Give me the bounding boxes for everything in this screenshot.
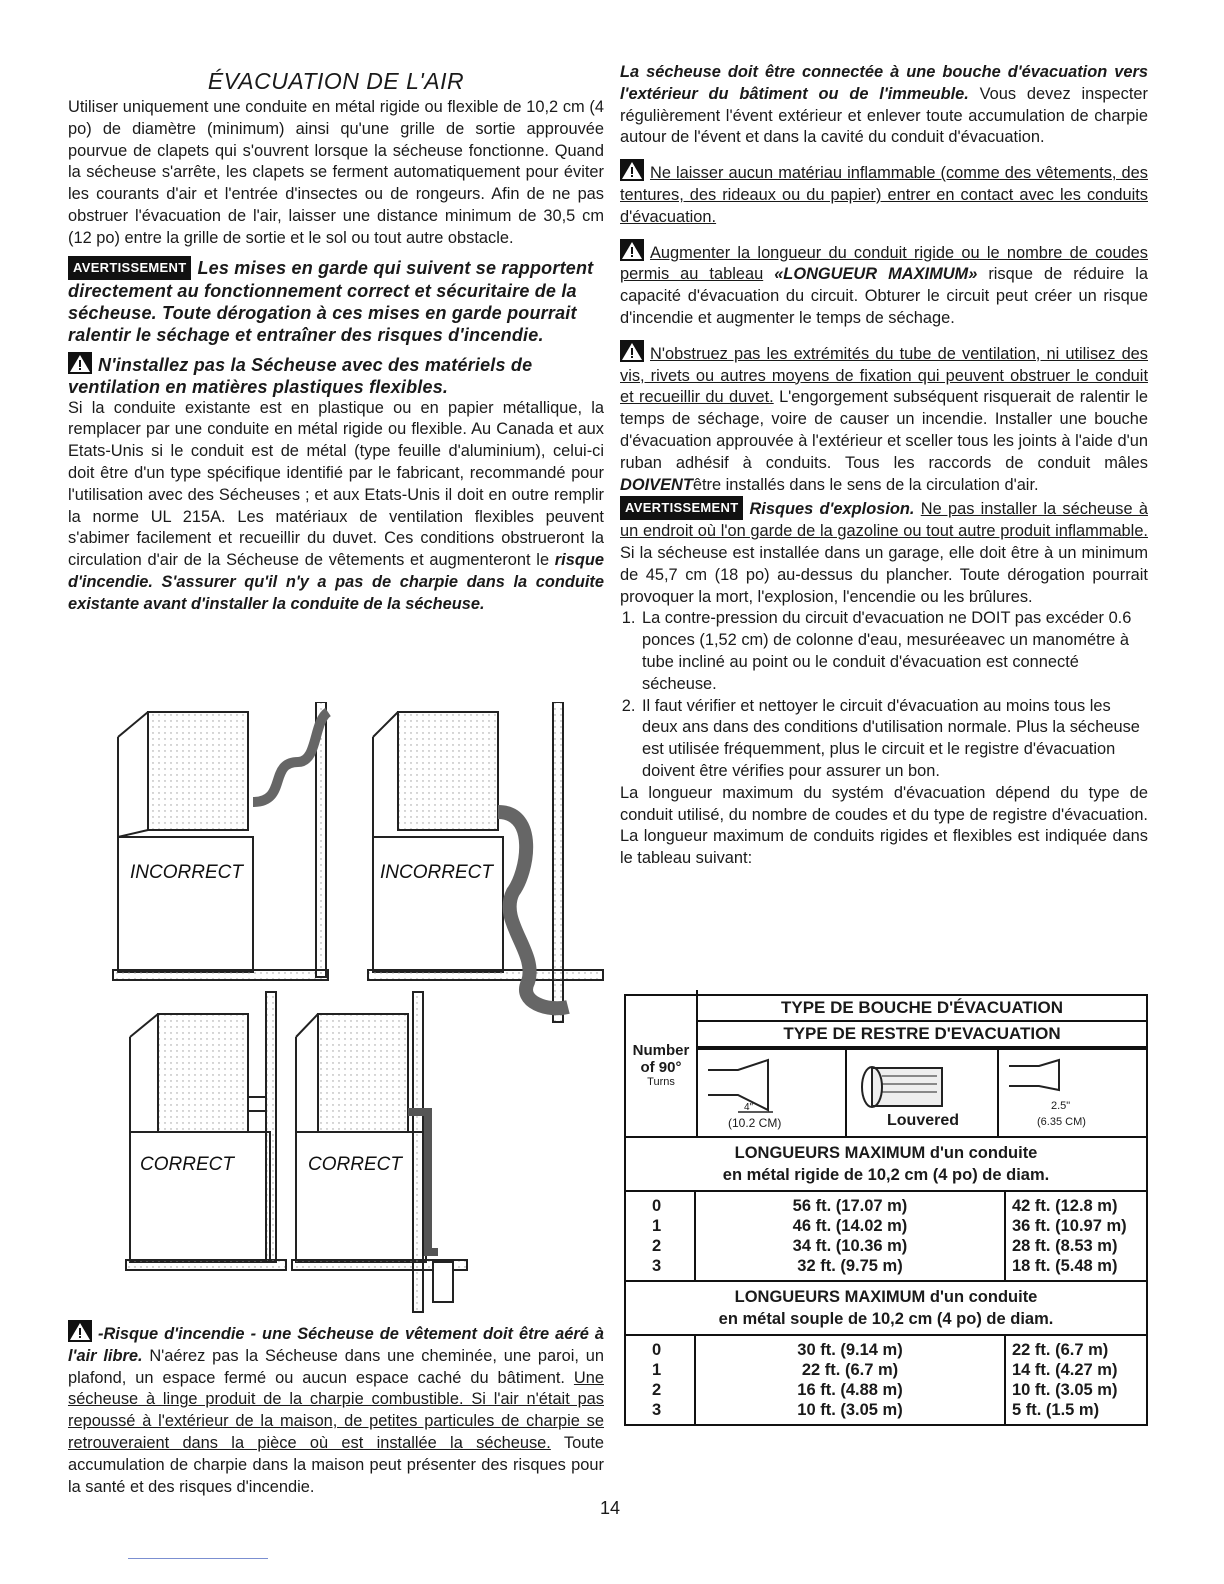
warning-triangle-icon <box>68 352 94 374</box>
warning-obstruct: N'obstruez pas les extrémités du tube de ventilation, ni utilisez des vis, rivets ou autres moyens de fixation qui peuvent obstruer le conduit et recueillir du duvet. L'engorgement subséquent risquerait de ralentir le temps de séchage, voire de causer un incendie. Installer une bouche d'évacuation approuvée à l'extérieur et sceller tous les joints à l'aide d'un ruban adhésif à conduits. Tous les raccords de conduit mâles DOIVENTêtre installés dans le sens de la circulation d'air. <box>620 340 1148 497</box>
table-header-bouche: TYPE DE BOUCHE D'ÉVACUATION <box>780 998 1064 1017</box>
diagram-correct-1 <box>126 992 286 1270</box>
list-item: 1. La contre-pression du circuit d'evacuation ne DOIT pas excéder 0.6 ponces (1,52 cm) de colonne d'eau, mesuréeavec un manométre à tube incliné au point ou le conduit d'évacuation est connecté sécheuse. <box>640 608 1148 695</box>
intro-paragraph: Utiliser uniquement une conduite en métal rigide ou flexible de 10,2 cm (4 po) de diamètre (minimum) ainsi qu'une grille de sortie approuvée pourvue de clapets qui s'ouvrent lorsque la sécheuse fonctionne. Quand la sécheuse s'arrête, les clapets se ferment automatiquement pour éviter les courants d'air et l'entrée d'insectes ou de rongeurs. Afin de ne pas obstruer l'évacuation de l'air, laisser une distance minimum de 30,5 cm (12 po) entre la grille de sortie et le sol ou tout autre obstacle. <box>68 98 604 247</box>
vent-hood-2-5in: 2.5" (6.35 CM) <box>999 1050 1146 1136</box>
plastic-body: Si la conduite existante est en plastique ou en papier métallique, la remplacer par une conduite en métal rigide ou flexible. Au Canada et aux Etats-Unis si le conduit est de métal (type feuille d'aluminium), celui-ci doit être d'un type spécifique identifié par le fabricant, recommandé pour l'utilisation avec des Sécheuses ; et aux Etats-Unis il doit en outre remplir la norme UL 215A. Les matériaux de ventilation flexibles peuvent s'abimer facilement et recueillir du duvet. Ces conditions obstrueront la circulation d'air de la Sécheuse de vêtements et augmenteront le risque d'incendie. S'assurer qu'il n'y a pas de charpie dans la conduite existante avant d'installer la conduite de la sécheuse. <box>68 398 604 613</box>
warning-length: Augmenter la longueur du conduit rigide ou le nombre de coudes permis au tableau «LONGUEUR MAXIMUM» risque de réduire la capacité d'évacuation du circuit. Obturer le circuit peut créer un risque d'incendie et augmenter le temps de séchage. <box>620 239 1148 330</box>
table-header-restre: TYPE DE RESTRE D'EVACUATION <box>783 1024 1061 1043</box>
fire-underline: Une sécheuse à linge produit de la charpie combustible. Si l'air n'était pas repoussé à l'extérieur de la maison, de petites particules de charpie se retrouveraient dans la pièce où est installée la sécheuse. <box>68 1368 604 1452</box>
vent-diagrams <box>68 702 604 1314</box>
vent-hood-louvered: Louvered <box>847 1050 999 1136</box>
warning-badge: AVERTISSEMENT <box>68 256 191 280</box>
right-column <box>620 62 1148 870</box>
diagram-correct-2 <box>292 992 467 1312</box>
left-column <box>68 62 604 616</box>
plastic-warning-heading: N'installez pas la Sécheuse avec des matériels de ventilation en matières plastiques flexibles. <box>68 352 604 398</box>
diagram-label-correct-1: CORRECT <box>140 1154 234 1175</box>
warning-triangle-icon <box>620 239 646 261</box>
explosion-warning: AVERTISSEMENT Risques d'explosion. Ne pas installer la sécheuse à un endroit où l'on garde de la gazoline ou tout autre produit inflammable. Si la sécheuse est installée dans un garage, elle doit être à un minimum de 45,7 cm (18 po) au-dessus du plancher. Toute dérogation pourrait provoquer la mort, l'explosion, l'encendie ou les brûlures. <box>620 496 1148 608</box>
flex-header: LONGUEURS MAXIMUM d'un conduite en métal souple de 10,2 cm (4 po) de diam. <box>718 1288 1054 1328</box>
section-title: ÉVACUATION DE L'AIR <box>207 68 465 94</box>
maxlen-paragraph: La longueur maximum du systém d'évacuation dépend du type de conduit utilisé, du nombre de coudes et du type de registre d'évacuation. La longueur maximum de conduits rigides et flexibles est indiquée dans le tableau suivant: <box>620 783 1148 868</box>
page-number: 14 <box>600 1498 621 1518</box>
warning-flammable: Ne laisser aucun matériau inflammable (comme des vêtements, des tentures, des rideaux ou du papier) entrer en contact avec les conduits d'évacuation. <box>620 159 1148 228</box>
list-item: 2. Il faut vérifier et nettoyer le circuit d'évacuation au moins tous les deux ans dans des conditions d'utilisation normale. Plus la sécheuse est utilisée fréquemment, plus le circuit et le registre d'évacuation doivent être vérifies pour assurer un bon. <box>640 696 1148 783</box>
warning-triangle-icon <box>620 340 646 362</box>
warning-triangle-icon <box>68 1320 94 1342</box>
footer-line <box>128 1558 268 1559</box>
connect-paragraph: La sécheuse doit être connectée à une bouche d'évacuation vers l'extérieur du bâtiment ou de l'immeuble. Vous devez inspecter régulièrement l'évent extérieur et enlever toute accumulation de charpie autour de l'évent et dans la cavité du conduit d'évacuation. <box>620 63 1148 147</box>
requirements-list <box>620 608 1148 782</box>
flex-rows: 0 1 2 3 30 ft. (9.14 m) 22 ft. (6.7 m) 16 ft. (4.88 m) 10 ft. (3.05 m) 22 ft. (6.7 m) 14 ft. (4.27 m) 10 ft. (3.05 m) 5 ft. (1.5 m) <box>626 1336 1146 1424</box>
max-length-table <box>624 994 1148 1426</box>
plastic-bold-end: risque d'incendie. S'assurer qu'il n'y a pas de charpie dans la conduite existante avant d'installer la conduite de la sécheuse. <box>68 551 604 613</box>
warning-triangle-icon <box>620 159 646 181</box>
turns-label: Number of 90° Turns <box>626 990 698 1136</box>
warning-badge: AVERTISSEMENT <box>620 496 743 520</box>
diagram-label-incorrect-1: INCORRECT <box>130 862 243 883</box>
diagram-incorrect-1 <box>113 702 328 980</box>
diagram-label-correct-2: CORRECT <box>308 1154 402 1175</box>
fire-heading: -Risque d'incendie - une Sécheuse de vêtement doit être aéré à l'air libre. <box>68 1325 604 1365</box>
rigid-rows: 0 1 2 3 56 ft. (17.07 m) 46 ft. (14.02 m) 34 ft. (10.36 m) 32 ft. (9.75 m) 42 ft. (12.8 m) 36 ft. (10.97 m) 28 ft. (8.53 m) 18 ft. (5.48 m) <box>626 1192 1146 1282</box>
rigid-header: LONGUEURS MAXIMUM d'un conduite en métal rigide de 10,2 cm (4 po) de diam. <box>722 1144 1050 1184</box>
general-warning: AVERTISSEMENT Les mises en garde qui suivent se rapportent directement au fonctionnement correct et sécuritaire de la sécheuse. Toute dérogation à ces mises en garde pourrait ralentir le séchage et entraîner des risques d'incendie. <box>68 257 594 345</box>
fire-hazard-section: -Risque d'incendie - une Sécheuse de vêtement doit être aéré à l'air libre. N'aérez pas la Sécheuse dans une cheminée, une paroi, un plafond, un espace fermé ou aucun espace caché du bâtiment. Une sécheuse à linge produit de la charpie combustible. Si l'air n'était pas repoussé à l'extérieur de la maison, de petites particules de charpie se retrouveraient dans la pièce où est installée la sécheuse. Toute accumulation de charpie dans la maison peut présenter des risques pour la santé et des risques d'incendie. <box>68 1320 604 1498</box>
diagram-label-incorrect-2: INCORRECT <box>380 862 493 883</box>
vent-hood-4in: 4" (10.2 CM) <box>698 1050 847 1136</box>
